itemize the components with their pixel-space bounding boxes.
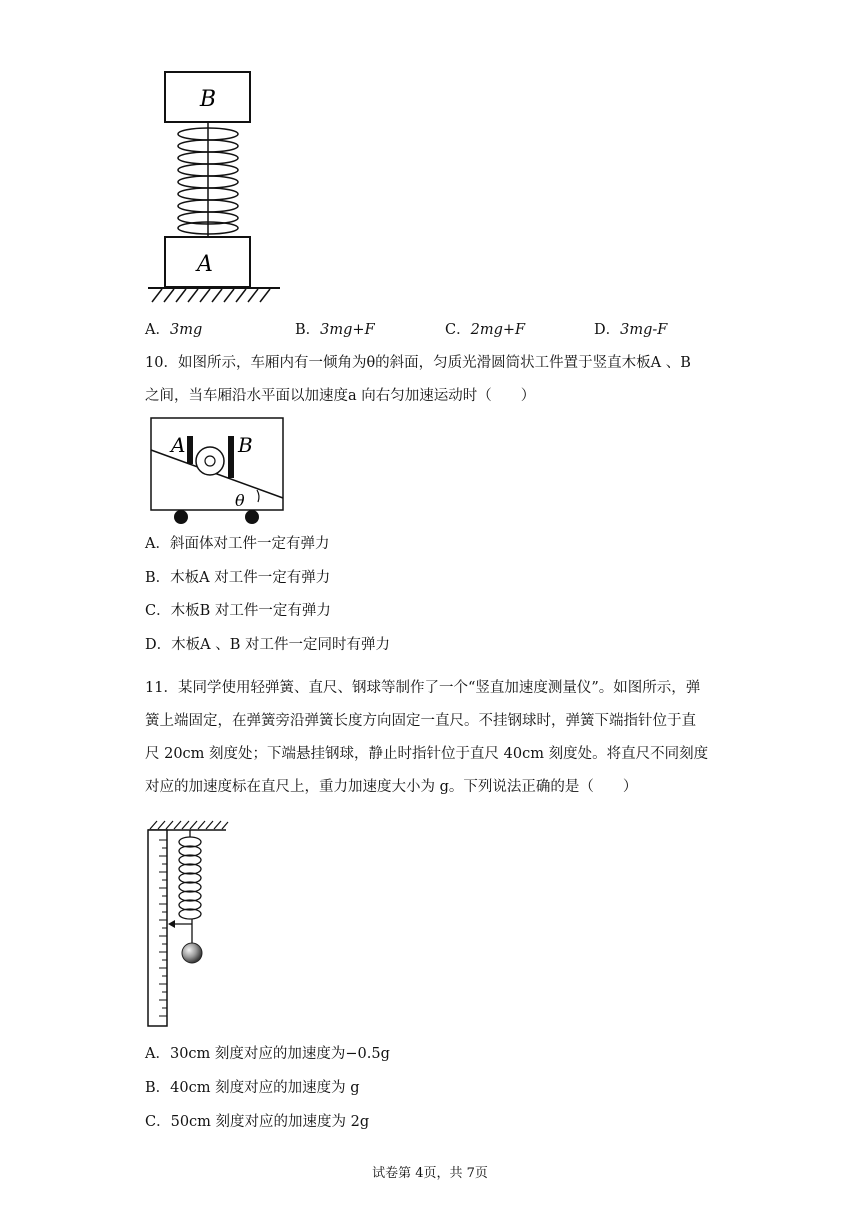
wheel-left: [174, 510, 188, 524]
q11-accelerometer-figure: [140, 818, 235, 1033]
block-a-label: A: [197, 252, 213, 277]
q10-option-c: C．木板B 对工件一定有弹力: [145, 603, 331, 619]
q10-option-b: B．木板A 对工件一定有弹力: [145, 570, 331, 586]
wheel-right: [245, 510, 259, 524]
spring-coils: [179, 837, 201, 919]
board-b-label: B: [238, 433, 253, 457]
pointer-arrowhead: [168, 920, 175, 928]
board-a: [187, 436, 193, 464]
steel-ball: [182, 943, 202, 963]
q11-option-b: B．40cm 刻度对应的加速度为 g: [145, 1080, 360, 1096]
q10-stem-line-1: 10．如图所示，车厢内有一倾角为θ的斜面，匀质光滑圆筒状工件置于竖直木板A 、B: [145, 355, 691, 371]
theta-label: θ: [235, 491, 245, 510]
board-b: [228, 436, 234, 478]
q11-stem-line-2: 簧上端固定，在弹簧旁沿弹簧长度方向固定一直尺。不挂钢球时，弹簧下端指针位于直: [145, 713, 696, 729]
board-a-label: A: [171, 433, 186, 457]
q11-option-c: C．50cm 刻度对应的加速度为 2g: [145, 1114, 370, 1130]
cylinder-inner: [205, 456, 215, 466]
q9-option-d: D．3mg-F: [594, 322, 668, 338]
page-footer: 试卷第 4页，共 7页: [372, 1166, 488, 1181]
block-b-label: B: [199, 87, 217, 112]
q10-option-d: D．木板A 、B 对工件一定同时有弹力: [145, 637, 390, 653]
q10-stem-line-2: 之间，当车厢沿水平面以加速度a 向右匀加速运动时（ ）: [145, 388, 536, 404]
ceiling-hatch: [150, 821, 228, 829]
q9-option-b: B．3mg+F: [295, 322, 375, 338]
q11-stem-line-1: 11．某同学使用轻弹簧、直尺、钢球等制作了一个“竖直加速度测量仪”。如图所示，弹: [145, 680, 701, 696]
q9-option-c: C．2mg+F: [445, 322, 526, 338]
q11-stem-line-4: 对应的加速度标在直尺上，重力加速度大小为 g。下列说法正确的是（ ）: [145, 779, 638, 795]
q10-option-a: A．斜面体对工件一定有弹力: [145, 536, 330, 552]
ground-hatch: [152, 289, 270, 302]
q11-stem-line-3: 尺 20cm 刻度处；下端悬挂钢球，静止时指针位于直尺 40cm 刻度处。将直尺不同刻度: [145, 746, 709, 762]
q11-option-a: A．30cm 刻度对应的加速度为−0.5g: [145, 1046, 390, 1062]
q9-spring-blocks-figure: [140, 64, 290, 310]
q10-cart-incline-figure: [145, 414, 290, 529]
q9-option-a: A．3mg: [145, 322, 203, 338]
